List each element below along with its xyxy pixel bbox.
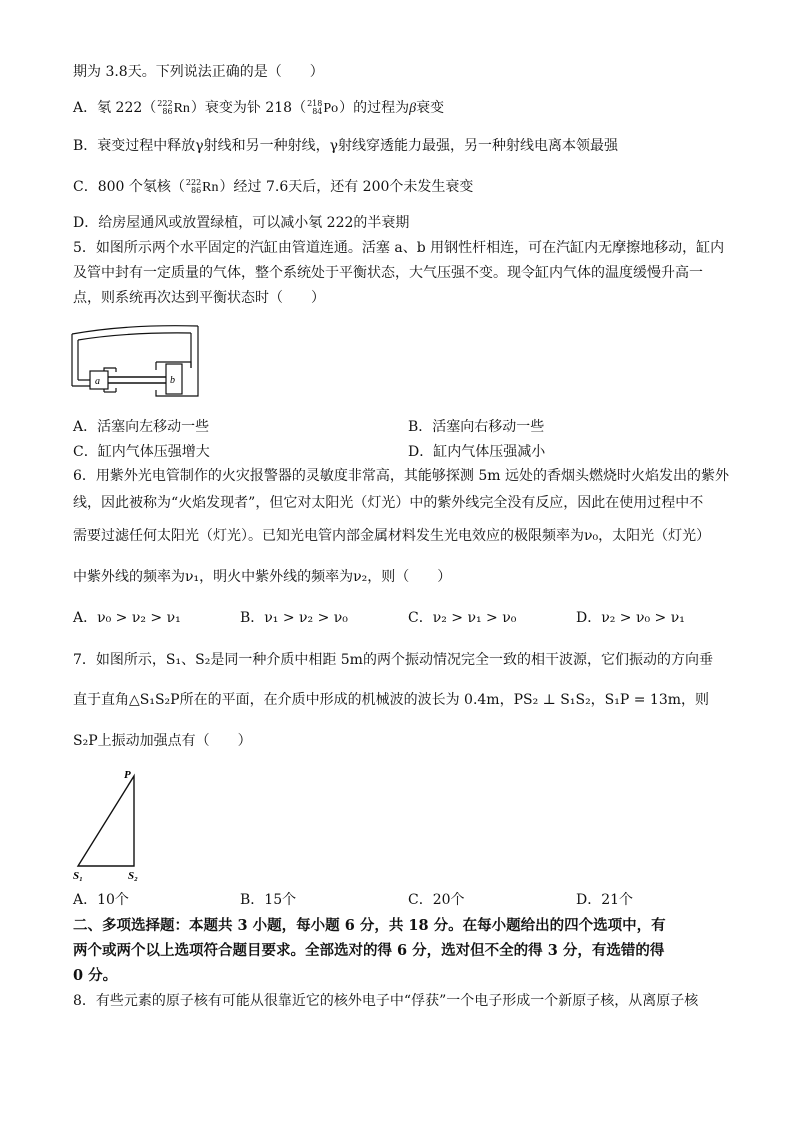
point-s1-label: S₁ [73, 870, 83, 882]
q7-option-a: A．10个 [73, 892, 129, 908]
q4-stem: 期为 3.8天。下列说法正确的是（ ） [73, 64, 324, 80]
q5-line-3: 点，则系统再次达到平衡状态时（ ） [73, 290, 325, 306]
q7-line-1: 7．如图所示，S₁、S₂是同一种介质中相距 5m的两个振动情况完全一致的相干波源，它们振动的方向垂 [73, 652, 713, 668]
q7-option-b: B．15个 [240, 892, 297, 908]
q5-option-b: B．活塞向右移动一些 [408, 419, 545, 435]
q6-line-4: 中紫外线的频率为ν₁，明火中紫外线的频率为ν₂，则（ ） [73, 569, 452, 585]
cylinder-diagram [68, 322, 214, 398]
piston-a-label: a [95, 376, 100, 387]
q5-option-d: D．缸内气体压强减小 [408, 444, 546, 460]
q7-line-3: S₂P上振动加强点有（ ） [73, 733, 252, 749]
q4-option-b: B．衰变过程中释放γ射线和另一种射线，γ射线穿透能力最强，另一种射线电离本领最强 [73, 138, 619, 154]
q5-option-a: A．活塞向左移动一些 [73, 419, 210, 435]
q4-option-d: D．给房屋通风或放置绿植，可以减小氡 222的半衰期 [73, 215, 410, 231]
q6-line-1: 6．用紫外光电管制作的火灾报警器的灵敏度非常高，其能够探测 5m 远处的香烟头燃烧时火焰发出的紫外 [73, 468, 729, 484]
q6-option-c: C．ν₂ > ν₁ > ν₀ [408, 610, 517, 626]
q6-line-3: 需要过滤任何太阳光（灯光）。已知光电管内部金属材料发生光电效应的极限频率为ν₀，太阳光（灯光） [73, 528, 711, 544]
q7-option-d: D．21个 [576, 892, 634, 908]
q4-option-a: A．氡 222（ 222 86 Rn）衰变为钋 218（ 218 84 Po）的过程为β衰变 [73, 98, 444, 119]
q7-line-2: 直于直角△S₁S₂P所在的平面，在介质中形成的机械波的波长为 0.4m，PS₂ ⊥ S₁S₂，S₁P = 13m，则 [73, 692, 710, 708]
radon-nuclide: 222 86 Rn [185, 178, 219, 195]
q6-option-b: B．ν₁ > ν₂ > ν₀ [240, 610, 348, 626]
q6-option-a: A．ν₀ > ν₂ > ν₁ [73, 610, 181, 626]
q4-option-c: C．800 个氡核（ 222 86 Rn）经过 7.6天后，还有 200个未发生衰变 [73, 177, 473, 198]
point-p-label: P [124, 769, 131, 781]
triangle-diagram [70, 766, 150, 884]
q6-option-d: D．ν₂ > ν₀ > ν₁ [576, 610, 685, 626]
q5-option-c: C．缸内气体压强增大 [73, 444, 210, 460]
q5-line-1: 5．如图所示两个水平固定的汽缸由管道连通。活塞 a、b 用钢性杆相连，可在汽缸内无摩擦地移动，缸内 [73, 240, 725, 256]
point-s2-label: S₂ [128, 870, 138, 882]
polonium-nuclide: 218 84 Po [307, 99, 339, 116]
section-2-line-1: 二、多项选择题：本题共 3 小题，每小题 6 分，共 18 分。在每小题给出的四个选项中，有 [73, 917, 666, 934]
q7-option-c: C．20个 [408, 892, 465, 908]
radon-nuclide: 222 86 Rn [157, 99, 190, 116]
section-2-line-3: 0 分。 [73, 967, 118, 984]
section-2-line-2: 两个或两个以上选项符合题目要求。全部选对的得 6 分，选对但不全的得 3 分，有选错的得 [73, 942, 665, 959]
q5-line-2: 及管中封有一定质量的气体，整个系统处于平衡状态，大气压强不变。现令缸内气体的温度缓慢升高一 [73, 265, 703, 281]
q6-line-2: 线，因此被称为“火焰发现者”，但它对太阳光（灯光）中的紫外线完全没有反应，因此在使用过程中不 [73, 495, 704, 511]
q8-line-1: 8．有些元素的原子核有可能从很靠近它的核外电子中“俘获”一个电子形成一个新原子核，从离原子核 [73, 993, 699, 1009]
piston-b-label: b [170, 375, 175, 386]
